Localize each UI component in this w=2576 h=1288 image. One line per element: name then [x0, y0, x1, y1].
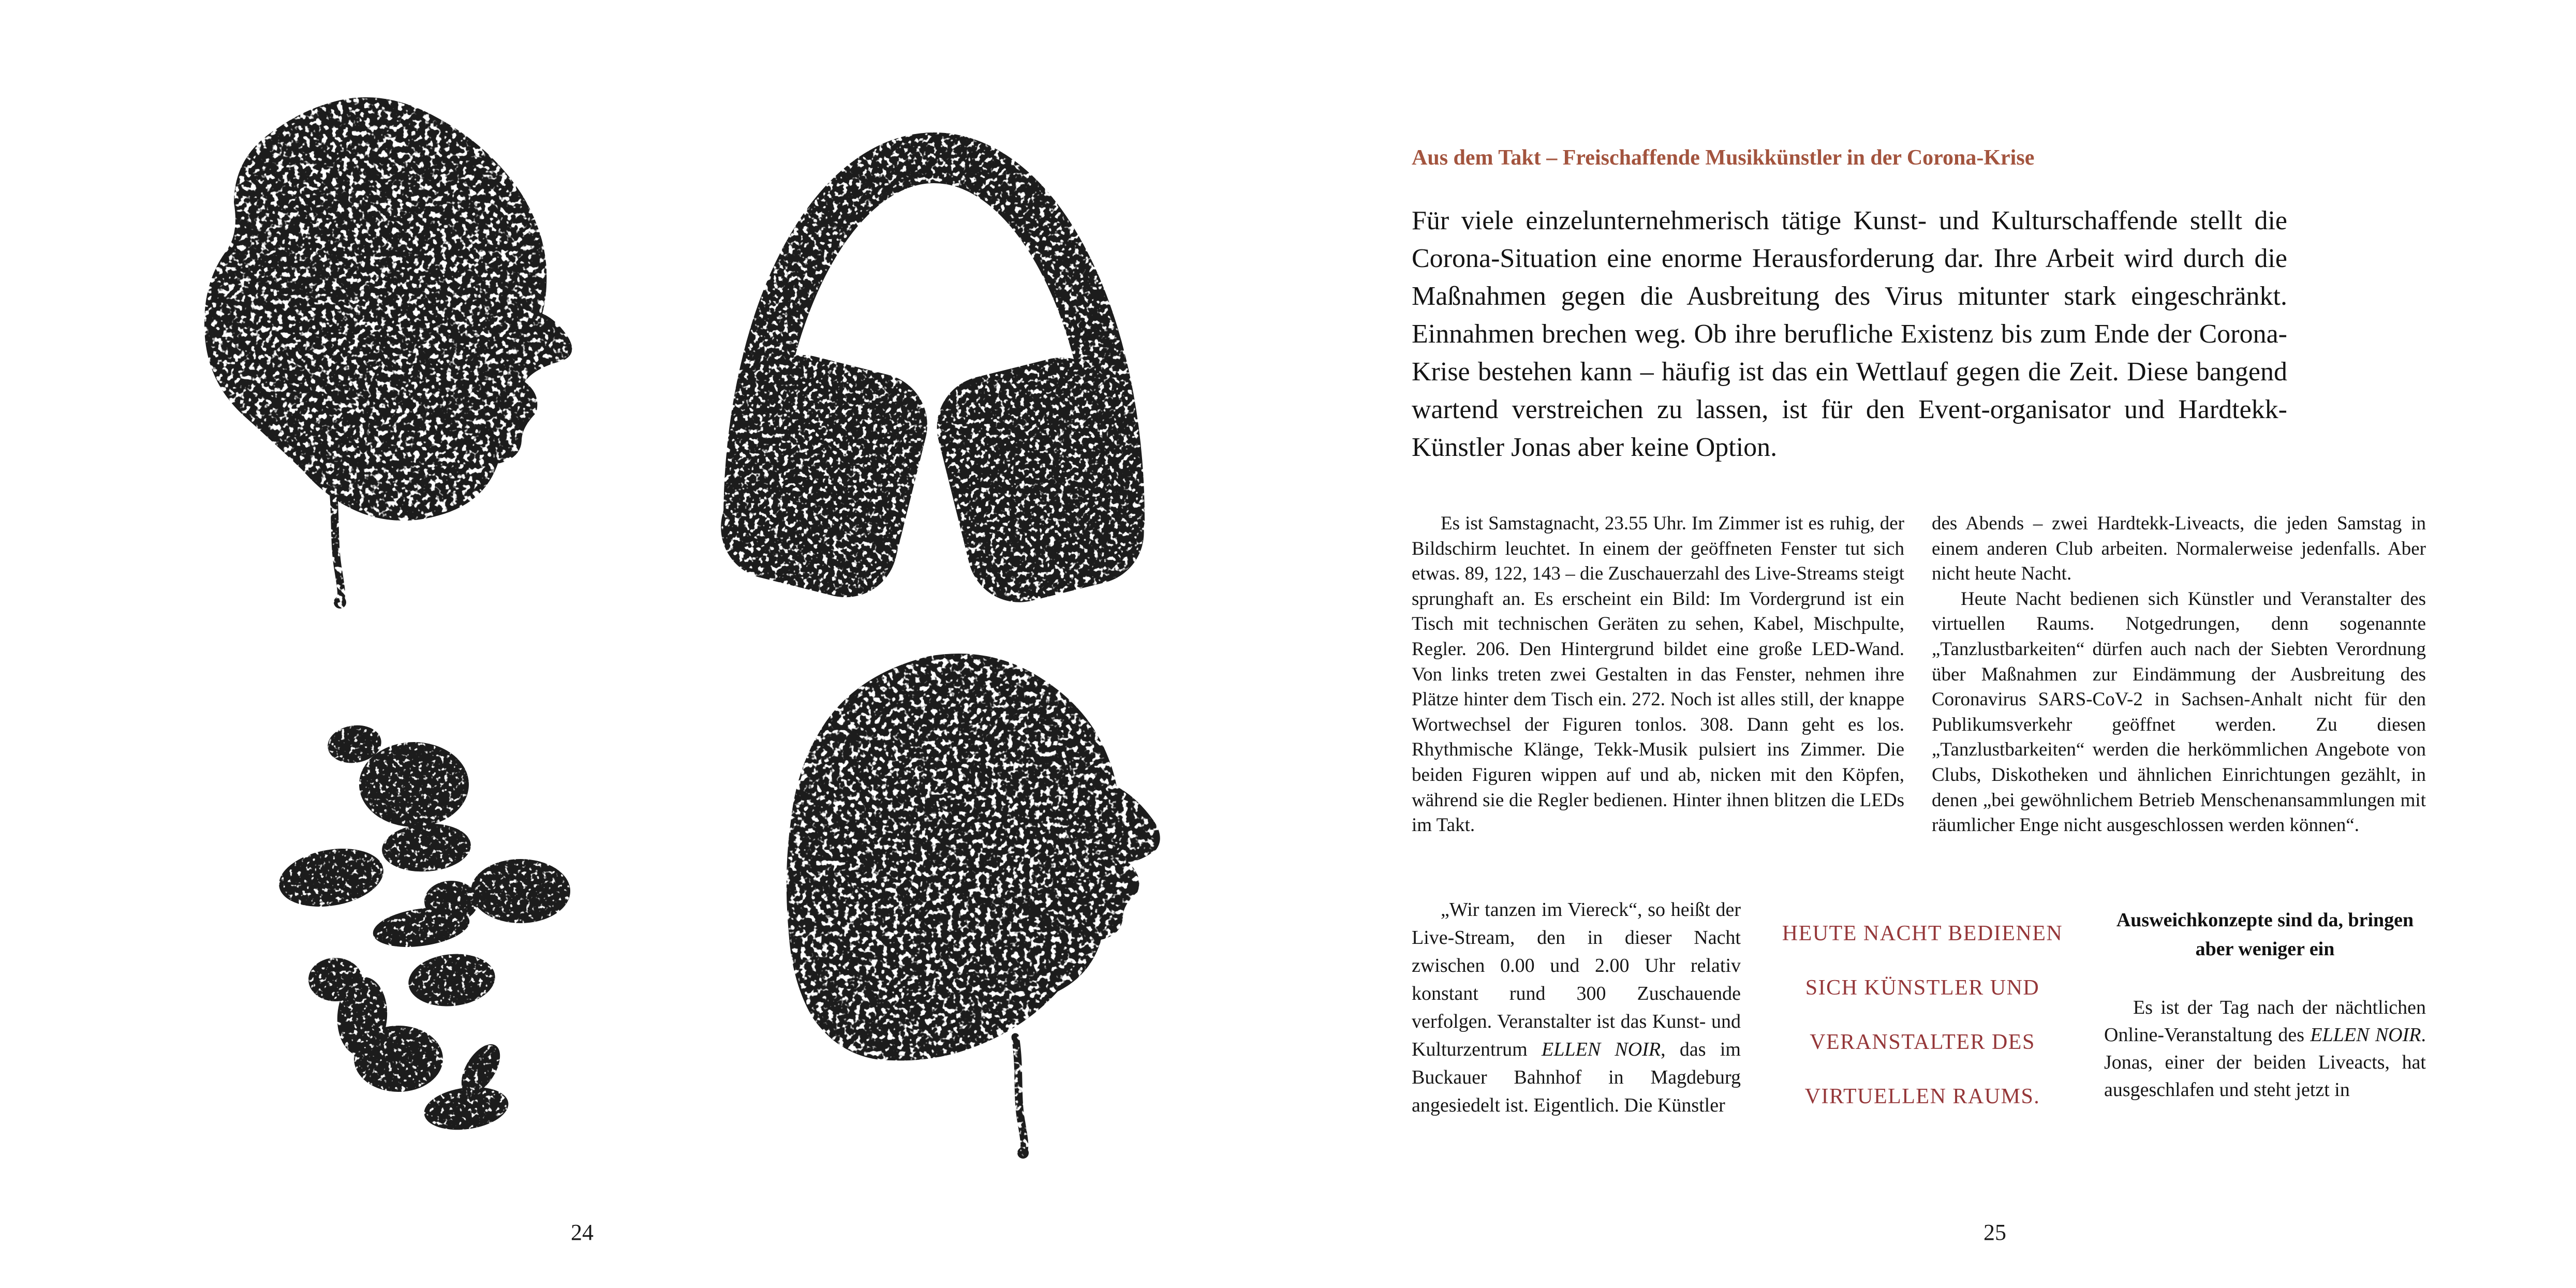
- page-number-left: 24: [571, 1220, 594, 1245]
- section-subheading: Ausweichkonzepte sind da, bringen aber weniger ein: [2116, 909, 2414, 960]
- ink-dot-cluster-icon: [274, 722, 570, 1135]
- pull-quote-line: VIRTUELLEN RAUMS.: [1804, 1085, 2040, 1108]
- paragraph: [2104, 994, 2426, 1104]
- pull-quote-line: SICH KÜNSTLER UND: [1805, 976, 2040, 1000]
- body-column-2: [1932, 511, 2426, 874]
- body-column-3: [2104, 994, 2426, 1165]
- article-lead-paragraph: Für viele einzelunternehmerisch tätige Kunst- und Kulturschaffende stellt die Corona-Situation eine enorme Herausforderung dar. Ihre Arbeit wird durch die Maßnahmen gegen die Ausbreitung des Virus mitunter stark eingeschränkt. Einnahmen brechen weg. Ob ihre berufliche Existenz bis zum Ende der Corona-Krise bestehen kann – häufig ist das ein Wettlauf gegen die Zeit. Diese bangend wartend verstreichen zu lassen, ist für den Event-organisator und Hardtekk-Künstler Jonas aber keine Option.: [1412, 206, 2287, 462]
- paragraph: [1412, 896, 1741, 1119]
- pull-quote: [1754, 907, 2091, 1124]
- page-number-right: 25: [1983, 1220, 2006, 1245]
- article-title: Aus dem Takt – Freischaffende Musikkünstler in der Corona-Krise: [1412, 146, 2035, 170]
- paragraph-text: Es ist der Tag nach der nächtlichen Online-Veranstaltung des: [2104, 997, 2426, 1046]
- paragraph-text: . Jonas, einer der beiden Liveacts, hat ausgeschlafen und steht jetzt in: [2104, 1024, 2426, 1101]
- paragraph: des Abends – zwei Hardtekk-Liveacts, die jeden Samstag in einem anderen Club arbeiten. Normalerweise jedenfalls. Aber nicht heute Nacht.: [1932, 513, 2426, 585]
- venue-name: ELLEN NOIR: [1542, 1039, 1661, 1060]
- stippled-head-profile-top-icon: [204, 97, 572, 609]
- pull-quote-line: HEUTE NACHT BEDIENEN: [1782, 922, 2063, 945]
- paragraph-text: , das im Buckauer Bahnhof in Magdeburg angesiedelt ist. Eigentlich. Die Künstler: [1412, 1039, 1741, 1116]
- stippled-head-profile-bottom-icon: [787, 654, 1160, 1159]
- paragraph: Es ist Samstagnacht, 23.55 Uhr. Im Zimmer ist es ruhig, der Bildschirm leuchtet. In einem der geöffneten Fenster tut sich etwas. 89, 122, 143 – die Zuschauerzahl des Live-Streams steigt sprunghaft an. Es erscheint ein Bild: Im Vordergrund ist ein Tisch mit technischen Geräten zu sehen, Kabel, Mischpulte, Regler. 206. Den Hintergrund bildet eine große LED-Wand. Von links treten zwei Gestalten in das Fenster, nehmen ihre Plätze hinter dem Tisch ein. 272. Noch ist alles still, der knappe Wortwechsel der Figuren tonlos. 308. Dann geht es los. Rhythmische Klänge, Tekk-Musik pulsiert ins Zimmer. Die beiden Figuren wippen auf und ab, nicken mit den Köpfen, während sie die Regler bedienen. Hinter ihnen blitzen die LEDs im Takt.: [1412, 513, 1904, 836]
- pull-quote-line: VERANSTALTER DES: [1810, 1030, 2035, 1054]
- paragraph-text: „Wir tanzen im Viereck“, so heißt der Live-Stream, den in dieser Nacht zwischen 0.00 und 2.00 Uhr relativ konstant rund 300 Zuschauende verfolgen. Veranstalter ist das Kunst- und Kulturzentrum: [1412, 899, 1741, 1060]
- venue-name: ELLEN NOIR: [2310, 1024, 2421, 1046]
- body-column-1: [1412, 511, 1904, 894]
- paragraph: Heute Nacht bedienen sich Künstler und Veranstalter des virtuellen Raums. Notgedrungen, denn sogenannte „Tanzlustbarkeiten“ dürfen auch nach der Siebten Verordnung über Maßnahmen zur Eindämmung der Ausbreitung des Coronavirus SARS-CoV-2 in Sachsen-Anhalt nicht für den Publikumsverkehr geöffnet werden. Zu diesen „Tanzlustbarkeiten“ werden die herkömmlichen Angebote von Clubs, Diskotheken und ähnlichen Einrichtungen gezählt, in denen „bei gewöhnlichem Betrieb Menschenansammlungen mit räumlicher Enge nicht ausgeschlossen werden können“.: [1932, 588, 2426, 836]
- body-column-1-narrow: [1412, 896, 1741, 1154]
- headphones-icon: [710, 158, 1155, 613]
